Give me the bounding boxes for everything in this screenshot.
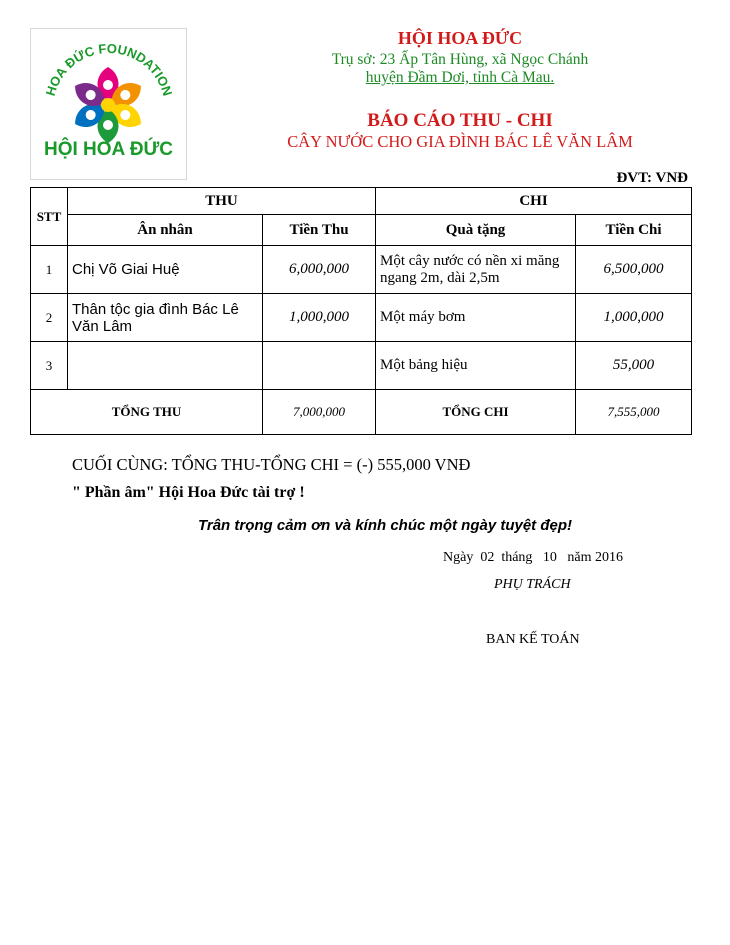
- table-row: [31, 342, 692, 390]
- header-donor: Ân nhân: [68, 215, 263, 246]
- thanks-note: Trân trọng cảm ơn và kính chúc một ngày tuyệt đẹp!: [197, 517, 573, 534]
- total-expense-label: TỔNG CHI: [376, 390, 576, 435]
- total-income-label: TỔNG THU: [31, 390, 263, 435]
- header-stt: STT: [31, 188, 68, 246]
- row-stt: 1: [31, 246, 68, 294]
- accounting-department: BAN KẾ TOÁN: [486, 632, 580, 647]
- row-expense: 1,000,000: [576, 294, 692, 342]
- row-income: [263, 342, 376, 390]
- header-income: Tiền Thu: [263, 215, 376, 246]
- report-subtitle: CÂY NƯỚC CHO GIA ĐÌNH BÁC LÊ VĂN LÂM: [287, 132, 633, 151]
- sponsor-note: " Phần âm" Hội Hoa Đức tài trợ !: [72, 484, 305, 501]
- org-name: HỘI HOA ĐỨC: [397, 28, 523, 48]
- address-line-1: Trụ sở: 23 Ấp Tân Hùng, xã Ngọc Chánh: [331, 51, 589, 68]
- row-stt: 2: [31, 294, 68, 342]
- row-income: 1,000,000: [263, 294, 376, 342]
- table-row: [31, 246, 692, 294]
- row-gift: Một cây nước có nền xi măng ngang 2m, dài 2,5m: [376, 246, 576, 294]
- header-chi: CHI: [376, 188, 692, 215]
- row-income: 6,000,000: [263, 246, 376, 294]
- row-expense: 55,000: [576, 342, 692, 390]
- header-expense: Tiền Chi: [576, 215, 692, 246]
- in-charge-label: PHỤ TRÁCH: [494, 577, 571, 592]
- report-date: Ngày 02 tháng 10 năm 2016: [443, 550, 624, 565]
- row-stt: 3: [31, 342, 68, 390]
- header-thu: THU: [68, 188, 376, 215]
- table-row: [31, 294, 692, 342]
- logo-arc-text: HOA ĐỨC FOUNDATION: [42, 40, 176, 98]
- row-donor: Thân tộc gia đình Bác Lê Văn Lâm: [68, 294, 263, 342]
- currency-unit: ĐVT: VNĐ: [616, 170, 688, 186]
- income-expense-table: [30, 187, 692, 435]
- row-expense: 6,500,000: [576, 246, 692, 294]
- row-donor: Chị Võ Giai Huệ: [68, 246, 263, 294]
- row-gift: Một máy bơm: [376, 294, 576, 342]
- organization-header: [0, 28, 730, 87]
- total-income: 7,000,000: [263, 390, 376, 435]
- address-line-2: huyện Đầm Dơi, tỉnh Cà Mau.: [365, 69, 555, 86]
- total-expense: 7,555,000: [576, 390, 692, 435]
- report-title: BÁO CÁO THU - CHI: [367, 110, 553, 131]
- header-gift: Quà tặng: [376, 215, 576, 246]
- logo-name: HỘI HOA ĐỨC: [43, 139, 174, 160]
- totals-row: [31, 390, 692, 435]
- final-balance: CUỐI CÙNG: TỔNG THU-TỔNG CHI = (-) 555,000 VNĐ: [72, 455, 471, 474]
- row-gift: Một bảng hiệu: [376, 342, 576, 390]
- row-donor: [68, 342, 263, 390]
